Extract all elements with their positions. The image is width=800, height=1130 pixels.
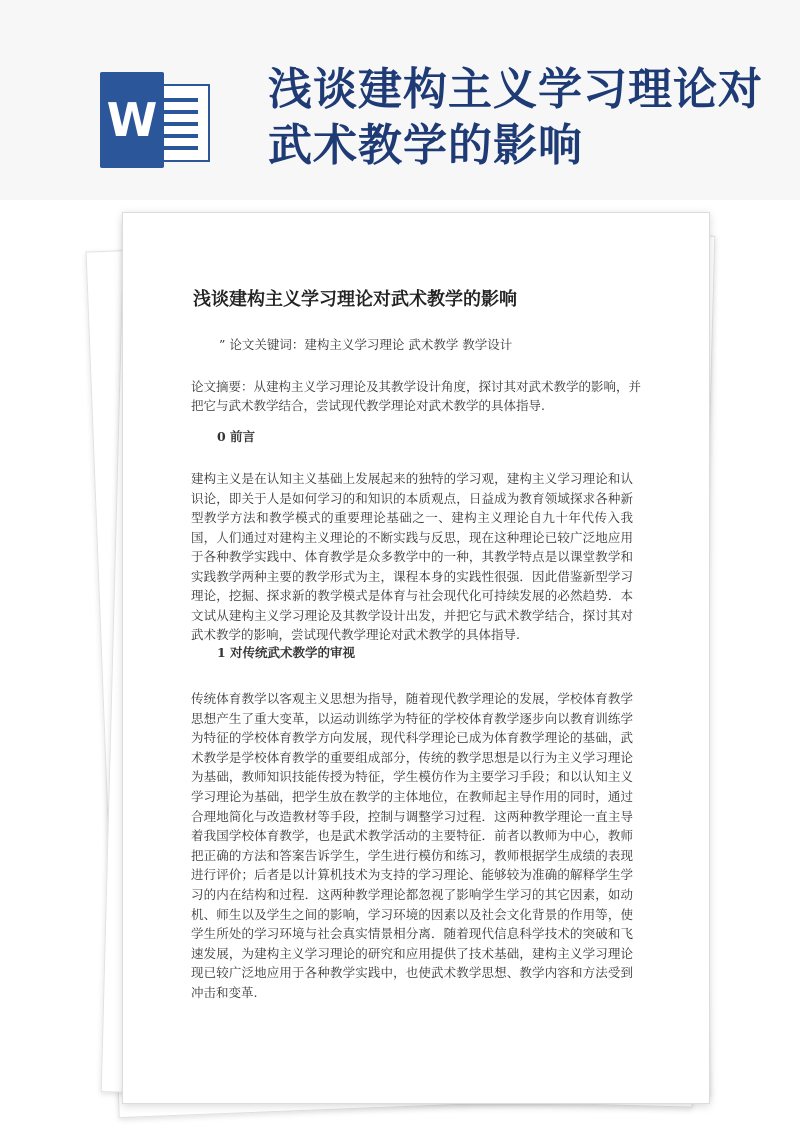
keywords-line: ” 论文关键词：建构主义学习理论 武术教学 教学设计 bbox=[219, 337, 513, 352]
section-1-paragraph: 传统体育教学以客观主义思想为指导，随着现代教学理论的发展，学校体育教学思想产生了重大变革，以运动训练学为特征的学校体育教学逐步向以教育训练学为特征的学校体育教学方向发展，现代科学理论已成为体育教学理论的基础，武术教学是学校体育教学的重要组成部分，传统的教学思想是以行为主义学习理论为基础，教师知识技能传授为特征，学生模仿作为主要学习手段；和以认知主义学习理论为基础，把学生放在教学的主体地位，在教师起主导作用的同时，通过合理地简化与改造教材等手段，控制与调整学习过程．这两种教学理论一直主导着我国学校体育教学，也是武术教学活动的主要特征．前者以教师为中心，教师把正确的方法和答案告诉学生，学生进行模仿和练习，教师根据学生成绩的表现进行评价；后者是以计算机技术为支持的学习理论、能够较为准确的解释学生学习的内在结构和过程．这两种教学理论都忽视了影响学生学习的其它因素，如动机、师生以及学生之间的影响，学习环境的因素以及社会文化背景的作用等，使学生所处的学习环境与社会真实情景相分离．随着现代信息科学技术的突破和飞速发展，为建构主义学习理论的研究和应用提供了技术基础，建构主义学习理论现已较广泛地应用于各种教学实践中，也使武术教学思想、教学内容和方法受到冲击和变革. bbox=[191, 691, 633, 1000]
header-banner bbox=[0, 0, 800, 200]
abstract-paragraph: 论文摘要：从建构主义学习理论及其教学设计角度，探讨其对武术教学的影响，并把它与武术教学结合，尝试现代教学理论对武术教学的具体指导. bbox=[191, 379, 642, 413]
word-document-icon bbox=[100, 72, 220, 172]
word-letter-icon: W bbox=[100, 72, 164, 168]
section-heading-preface: 0 前言 bbox=[217, 429, 256, 444]
page-title: 浅谈建构主义学习理论对武术教学的影响 bbox=[268, 64, 763, 171]
preface-paragraph: 建构主义是在认知主义基础上发展起来的独特的学习观，建构主义学习理论和认识论，即关于人是如何学习的和知识的本质观点，日益成为教育领域探求各种新型教学方法和教学模式的重要理论基础之一、建构主义理论自九十年代传入我国，人们通过对建构主义理论的不断实践与反思，现在这种理论已较广泛地应用于各种教学实践中、体育教学是众多教学中的一种，其教学特点是以课堂教学和实践教学两种主要的教学形式为主，课程本身的实践性很强．因此借鉴新型学习理论，挖掘、探求新的教学模式是体育与社会现代化可持续发展的必然趋势．本文试从建构主义学习理论及其教学设计出发，并把它与武术教学结合，探讨其对武术教学的影响，尝试现代教学理论对武术教学的具体指导. bbox=[191, 471, 633, 642]
document-page bbox=[122, 212, 710, 1104]
section-heading-1: 1 对传统武术教学的审视 bbox=[217, 645, 356, 660]
document-title: 浅谈建构主义学习理论对武术教学的影响 bbox=[193, 289, 517, 310]
